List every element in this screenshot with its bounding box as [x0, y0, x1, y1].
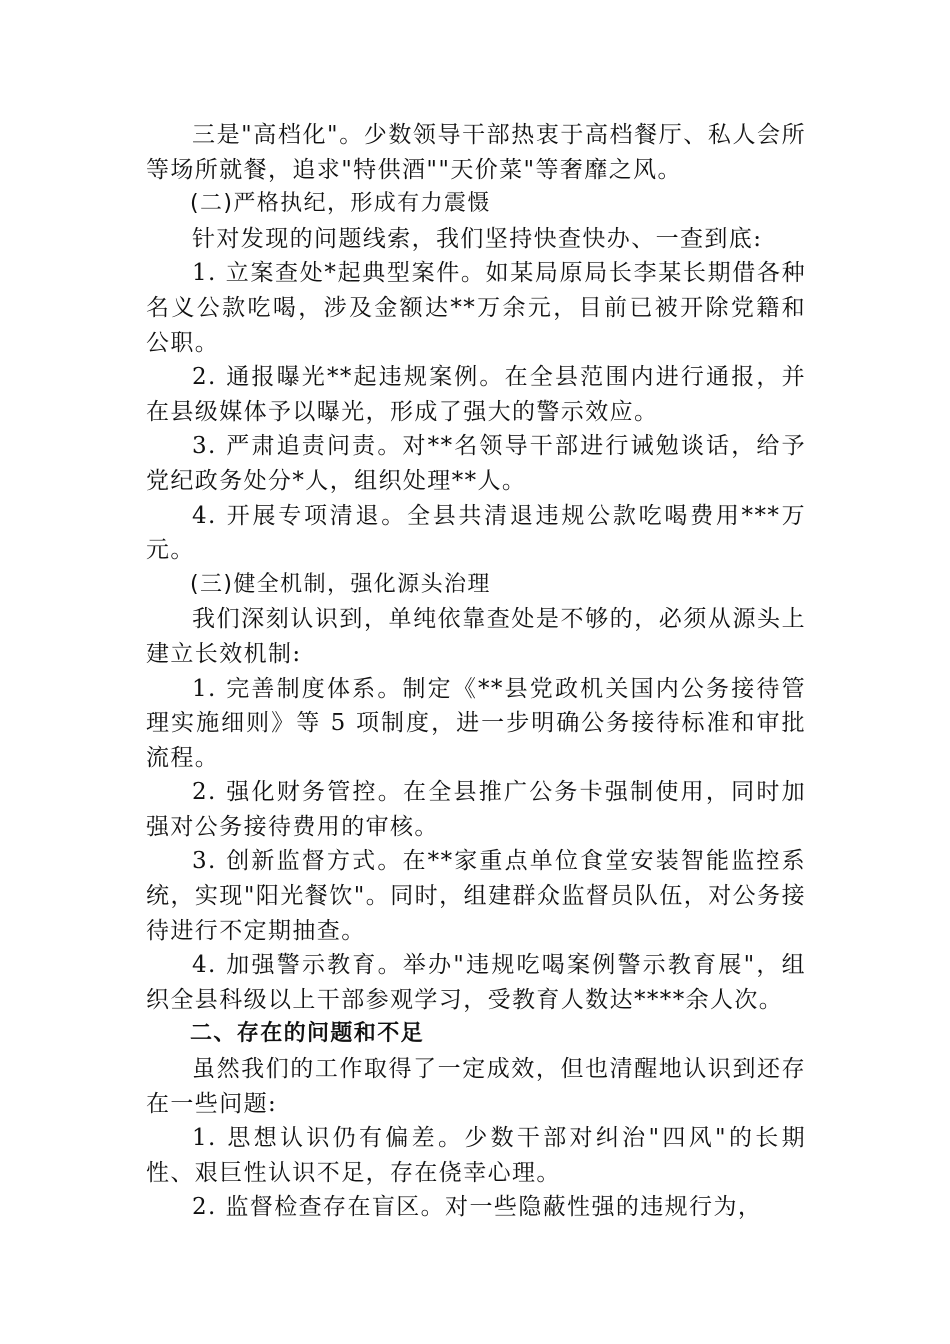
section-heading-problems: 二、存在的问题和不足 — [190, 1021, 425, 1047]
document-body — [146, 118, 806, 1225]
list-item-supervision-innovation: 3. 创新监督方式。在**家重点单位食堂安装智能监控系统，实现"阳光餐饮"。同时，组建群众监督员队伍，对公务接待进行不定期抽查。 — [146, 848, 806, 944]
list-item-public-exposure: 2. 通报曝光**起违规案例。在全县范围内进行通报，并在县级媒体予以曝光，形成了强大的警示效应。 — [146, 364, 806, 425]
paragraph-problems-intro: 虽然我们的工作取得了一定成效，但也清醒地认识到还存在一些问题: — [146, 1056, 806, 1117]
paragraph-long-term-mechanism: 我们深刻认识到，单纯依靠查处是不够的，必须从源头上建立长效机制: — [146, 606, 806, 667]
section-heading-strict-discipline: (二)严格执纪，形成有力震慑 — [190, 191, 491, 217]
list-item-supervision-blind-spots: 2. 监督检查存在盲区。对一些隐蔽性强的违规行为， — [192, 1194, 763, 1221]
paragraph-problem-clues: 针对发现的问题线索，我们坚持快查快办、一查到底: — [192, 225, 763, 252]
paragraph-high-end: 三是"高档化"。少数领导干部热衷于高档餐厅、私人会所等场所就餐，追求"特供酒""天价菜"等奢靡之风。 — [146, 122, 806, 183]
section-heading-mechanism: (三)健全机制，强化源头治理 — [190, 571, 491, 597]
list-item-special-refund: 4. 开展专项清退。全县共清退违规公款吃喝费用***万元。 — [146, 502, 806, 564]
list-item-financial-control: 2. 强化财务管控。在全县推广公务卡强制使用，同时加强对公务接待费用的审核。 — [146, 779, 806, 840]
list-item-case-investigation: 1. 立案查处*起典型案件。如某局原局长李某长期借各种名义公款吃喝，涉及金额达**万余元，目前已被开除党籍和公职。 — [146, 260, 806, 356]
list-item-system-improvement: 1. 完善制度体系。制定《**县党政机关国内公务接待管理实施细则》等 5 项制度，进一步明确公务接待标准和审批流程。 — [146, 675, 806, 771]
list-item-ideological-bias: 1. 思想认识仍有偏差。少数干部对纠治"四风"的长期性、艰巨性认识不足，存在侥幸心理。 — [146, 1125, 806, 1186]
list-item-accountability: 3. 严肃追责问责。对**名领导干部进行诫勉谈话，给予党纪政务处分*人，组织处理**人。 — [146, 433, 806, 494]
list-item-warning-education: 4. 加强警示教育。举办"违规吃喝案例警示教育展"，组织全县科级以上干部参观学习，受教育人数达****余人次。 — [146, 952, 806, 1013]
